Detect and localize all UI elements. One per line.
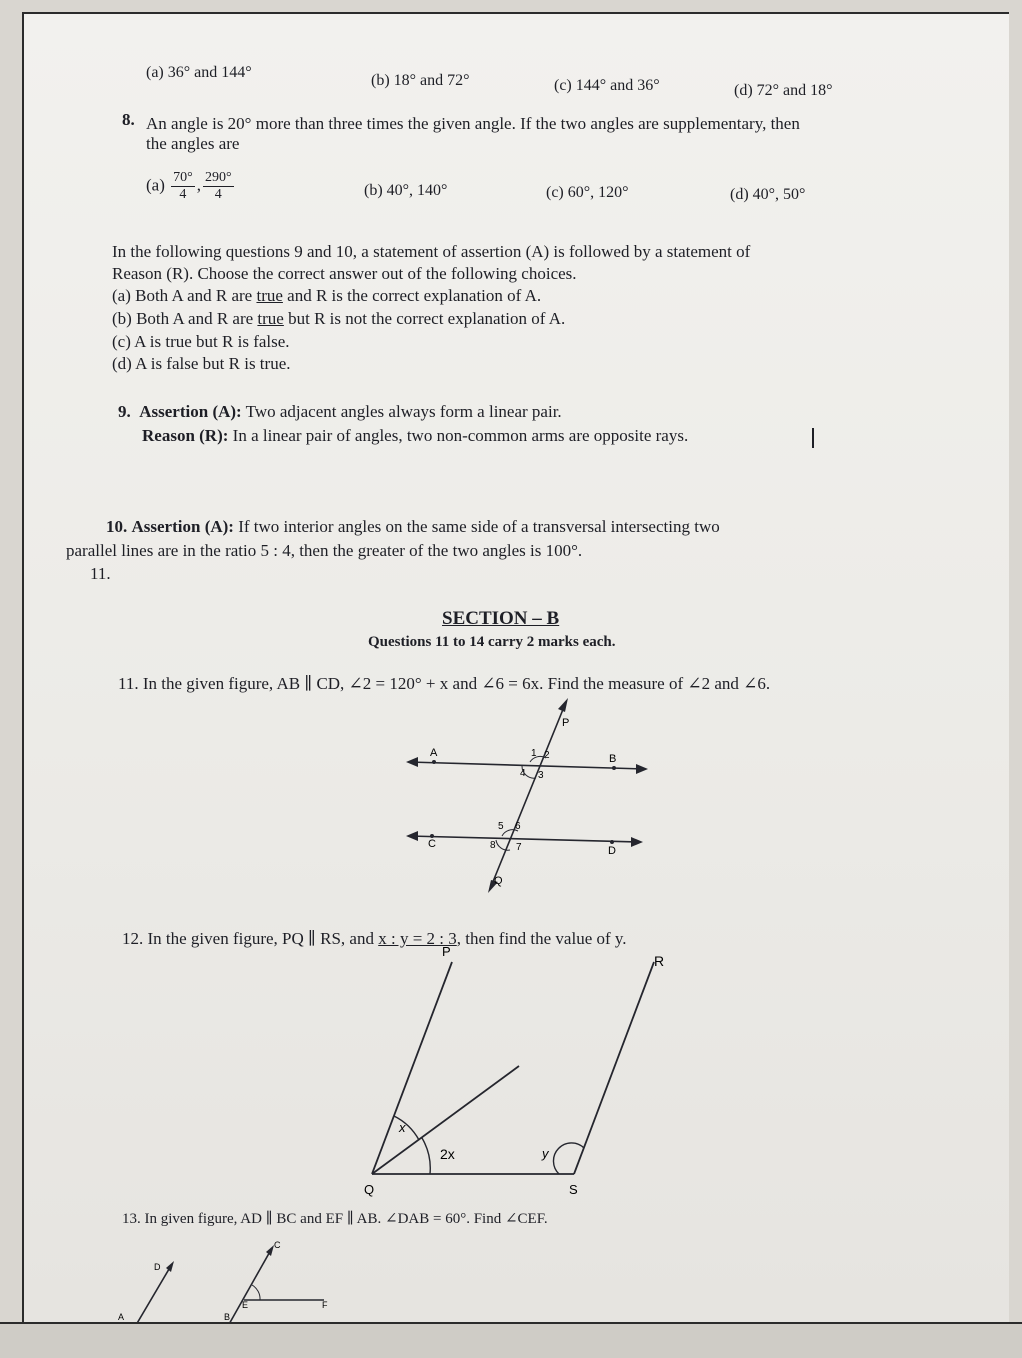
q8-option-b: (b) 40°, 140° [364, 182, 448, 199]
label-a: A [430, 747, 438, 759]
angle-2-label: 2 [544, 750, 550, 761]
text: , then find the value of y. [456, 929, 627, 948]
angle-y-label: y [542, 1146, 549, 1161]
q8-number: 8. [122, 110, 135, 129]
underlined-word: true [257, 309, 284, 328]
label-f: F [322, 1300, 328, 1310]
angle-2x-label: 2x [440, 1146, 455, 1162]
ar-choice-d: (d) A is false but R is true. [112, 354, 291, 373]
arrow-right-icon [636, 764, 648, 774]
text: 12. In the given figure, PQ ∥ RS, and [122, 929, 379, 948]
q7-option-b: (b) 18° and 72° [371, 72, 470, 89]
arrow-up-icon [558, 698, 568, 712]
angle-6-label: 6 [515, 821, 521, 832]
angle-5-label: 5 [498, 821, 504, 832]
text: (b) Both A and R are [112, 309, 258, 328]
line-rs-q12 [574, 962, 654, 1174]
assertion-text: Two adjacent angles always form a linear pair. [241, 402, 562, 421]
q7-option-d: (d) 72° and 18° [734, 82, 833, 99]
line-ad [126, 1264, 172, 1324]
label-d: D [154, 1262, 161, 1272]
q8-text-line2: the angles are [146, 134, 240, 153]
point-a [432, 760, 436, 764]
angle-7-label: 7 [516, 842, 522, 853]
angle-x-label: x [399, 1120, 406, 1135]
line-cd [409, 836, 639, 842]
page-bottom-edge [0, 1322, 1022, 1358]
fraction-denominator: 4 [214, 187, 222, 202]
ar-choice-c: (c) A is true but R is false. [112, 332, 290, 351]
q8-option-a-label: (a) [146, 175, 165, 195]
q7-option-a: (a) 36° and 144° [146, 64, 252, 81]
q7-option-c: (c) 144° and 36° [554, 77, 660, 94]
label-a: A [118, 1312, 125, 1322]
ratio-underlined: x : y = 2 : 3 [378, 929, 457, 948]
q10-line2: parallel lines are in the ratio 5 : 4, then the greater of the two angles is 100°. [66, 541, 583, 560]
ar-intro-line2: Reason (R). Choose the correct answer out of the following choices. [112, 264, 577, 283]
fraction-numerator: 290° [204, 170, 232, 185]
arrow-up-icon [266, 1245, 274, 1256]
q8-option-d: (d) 40°, 50° [730, 186, 806, 203]
label-e: E [242, 1300, 249, 1310]
line-pq [490, 702, 566, 889]
q8-option-c: (c) 60°, 120° [546, 184, 629, 201]
fraction-denominator: 4 [179, 187, 187, 202]
label-b: B [609, 753, 617, 765]
q11-figure [24, 14, 1009, 1324]
reason-label: Reason (R): [142, 426, 229, 445]
arrow-left-icon [406, 831, 418, 841]
arrow-up-icon [166, 1261, 174, 1272]
text: and R is the correct explanation of A. [282, 286, 542, 305]
label-s: S [569, 1182, 578, 1197]
label-q: Q [364, 1182, 375, 1197]
ar-intro-line1: In the following questions 9 and 10, a statement of assertion (A) is followed by a statement of [112, 242, 751, 261]
text: but R is not the correct explanation of A. [283, 309, 566, 328]
assertion-label: Assertion (A): [139, 402, 242, 421]
label-c: C [274, 1240, 281, 1250]
label-c: C [428, 838, 436, 850]
section-subtitle: Questions 11 to 14 carry 2 marks each. [368, 634, 616, 650]
label-b: B [224, 1312, 231, 1322]
point-b [612, 766, 616, 770]
q10-line3: 11. [90, 564, 111, 583]
q8-text-line1: An angle is 20° more than three times the given angle. If the two angles are supplementary, then [146, 114, 800, 133]
angle-1-label: 1 [531, 748, 537, 759]
line-pq-q12 [372, 962, 452, 1174]
label-p: P [562, 717, 570, 729]
label-p: P [442, 944, 451, 959]
fraction-numerator: 70° [173, 170, 193, 185]
label-q: Q [494, 875, 503, 887]
angle-8-label: 8 [490, 840, 496, 851]
arrow-right-icon [631, 837, 643, 847]
worksheet-page [22, 12, 1009, 1324]
fraction-separator: , [196, 175, 201, 195]
section-title: SECTION – B [442, 608, 560, 629]
q10-number: 10. [106, 517, 128, 536]
q11-text: 11. In the given figure, AB ∥ CD, ∠2 = 120° + x and ∠6 = 6x. Find the measure of ∠2 and ∠6. [118, 674, 771, 693]
reason-text: In a linear pair of angles, two non-common arms are opposite rays. [228, 426, 689, 445]
label-d: D [608, 845, 616, 857]
text: (a) Both A and R are [112, 286, 257, 305]
assertion-text: If two interior angles on the same side of a transversal intersecting two [233, 517, 720, 536]
angle-arc [422, 1138, 430, 1174]
angle-4-label: 4 [520, 768, 526, 779]
arrow-left-icon [406, 757, 418, 767]
angle-arc [252, 1285, 260, 1300]
angle-arc [394, 1116, 419, 1140]
underlined-word: true [256, 286, 283, 305]
label-r: R [654, 953, 665, 969]
angle-3-label: 3 [538, 770, 544, 781]
assertion-label: Assertion (A): [131, 517, 234, 536]
q9-number: 9. [118, 402, 131, 421]
point-d [610, 840, 614, 844]
q12-text [122, 929, 627, 949]
q13-text: 13. In given figure, AD ∥ BC and EF ∥ AB. ∠DAB = 60°. Find ∠CEF. [122, 1211, 548, 1227]
